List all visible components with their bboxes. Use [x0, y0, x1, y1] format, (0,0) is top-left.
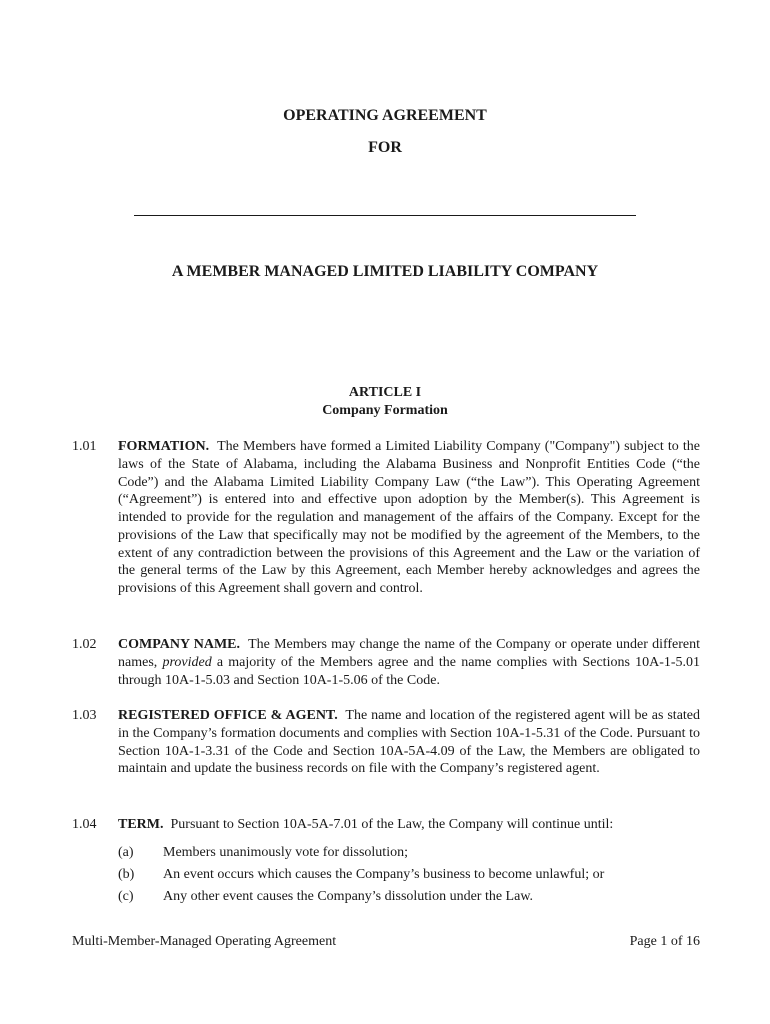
- section-body: [118, 636, 700, 689]
- section-heading: REGISTERED OFFICE & AGENT.: [118, 708, 338, 723]
- document-title-for: FOR: [368, 139, 402, 156]
- section-number: 1.01: [72, 439, 97, 454]
- footer-document-name: Multi-Member-Managed Operating Agreement: [72, 934, 337, 949]
- company-name-blank-line: [134, 215, 636, 216]
- section-formation: [72, 438, 700, 598]
- section-text: Pursuant to Section 10A-5A-7.01 of the Law, the Company will continue until:: [170, 817, 614, 832]
- section-number: 1.03: [72, 708, 97, 723]
- list-item-label: (a): [118, 845, 134, 860]
- section-number: 1.02: [72, 637, 97, 652]
- section-heading: FORMATION.: [118, 439, 210, 454]
- section-text-continued: a majority of the Members agree and the name complies with Sections 10A-1-5.01 through 10A-1-5.03 and Section 10A-1-5.06 of the Code.: [118, 654, 701, 688]
- term-conditions-list: [118, 842, 700, 908]
- section-text: The name and location of the registered agent will be as stated in the Company’s formation documents and complies with Section 10A-1-5.31 of the Code. Pursuant to Section 10A-1-3.31 of the Code and Section 10A-5A-4.09 of the Law, the Members are obligated to maintain and update the business records on file with the Company’s registered agent.: [118, 708, 701, 777]
- list-item-label: (b): [118, 867, 135, 882]
- list-item: [118, 864, 700, 886]
- section-body: [118, 816, 700, 834]
- section-registered-office: [72, 707, 700, 778]
- section-text-italic: provided: [162, 654, 212, 670]
- section-term: [72, 816, 700, 834]
- list-item-text: Any other event causes the Company’s dissolution under the Law.: [163, 889, 534, 904]
- list-item-text: Members unanimously vote for dissolution;: [163, 845, 408, 860]
- list-item: [118, 842, 700, 864]
- article-name: Company Formation: [322, 403, 448, 418]
- document-subtitle: A MEMBER MANAGED LIMITED LIABILITY COMPANY: [171, 263, 599, 280]
- section-heading: TERM.: [118, 817, 164, 832]
- list-item-label: (c): [118, 889, 134, 904]
- section-body: [118, 438, 700, 598]
- section-company-name: [72, 636, 700, 689]
- document-title: OPERATING AGREEMENT: [283, 107, 487, 124]
- section-heading: COMPANY NAME.: [118, 637, 240, 652]
- section-number: 1.04: [72, 817, 97, 832]
- section-text: The Members have formed a Limited Liability Company ("Company") subject to the laws of the State of Alabama, including the Alabama Business and Nonprofit Entities Code (“the Code”) and the Alabama Limited Liability Company Law (“the Law”). This Operating Agreement (“Agreement”) is entered into and effective upon adoption by the Member(s). This Agreement is intended to provide for the regulation and management of the affairs of the Company. Except for the provisions of the Law that specifically may not be modified by the agreement of the Members, to the extent of any contradiction between the provisions of this Agreement and the Law or the variation of the general terms of the Law by this Agreement, each Member hereby acknowledges and agrees the provisions of this Agreement shall govern and control.: [118, 439, 700, 596]
- section-text: The Members may change the name of the Company or operate under different names,: [118, 637, 701, 670]
- footer-page-number: Page 1 of 16: [629, 934, 700, 949]
- list-item: [118, 886, 700, 908]
- section-body: [118, 707, 700, 778]
- article-number: ARTICLE I: [348, 385, 422, 400]
- list-item-text: An event occurs which causes the Company’s business to become unlawful; or: [163, 867, 605, 882]
